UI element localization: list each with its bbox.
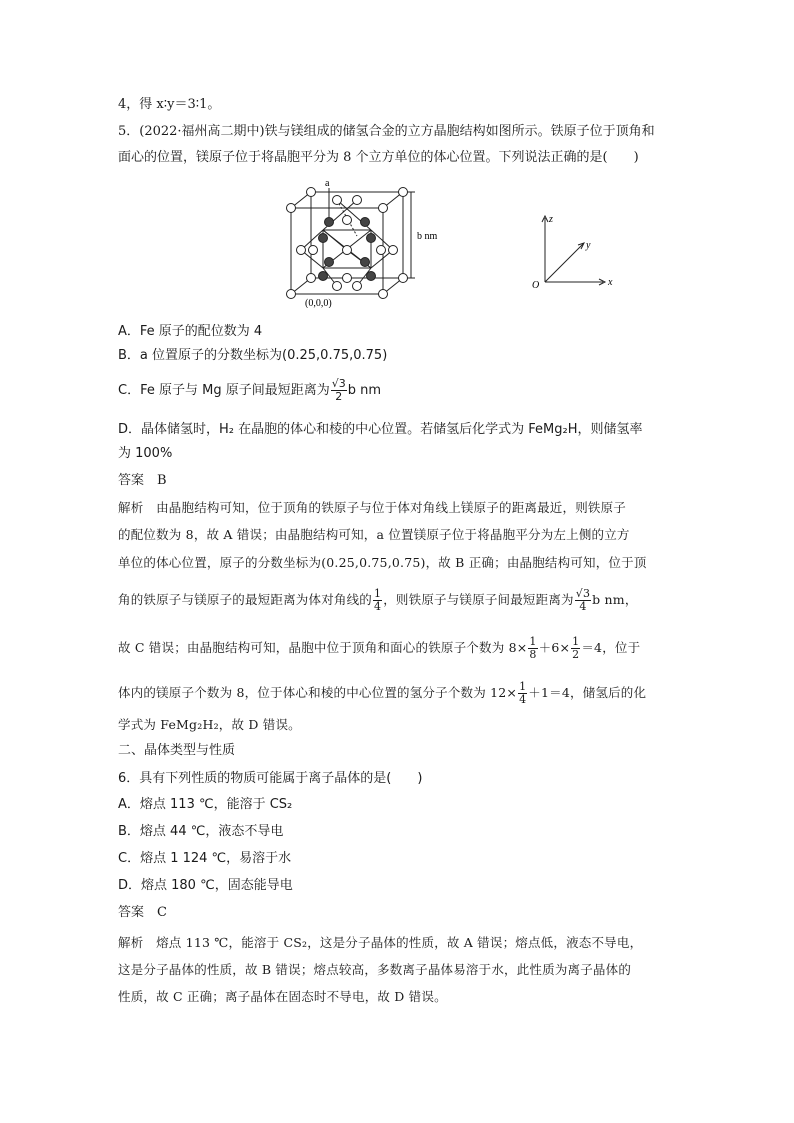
- q5-option-c-prefix: C．Fe 原子与 Mg 原子间最短距离为: [118, 383, 330, 398]
- crystal-cell-diagram: [283, 178, 643, 308]
- q6-stem: 6．具有下列性质的物质可能属于离子晶体的是( ): [118, 771, 423, 786]
- q6-option-d: D．熔点 180 ℃，固态能导电: [118, 878, 293, 893]
- exp5-fraction-2: [571, 636, 580, 661]
- q6-option-c: C．熔点 1 124 ℃，易溶于水: [118, 851, 292, 866]
- q6-explanation-line-2: 这是分子晶体的性质，故 B 错误；熔点较高，多数离子晶体易溶于水，此性质为离子晶体的: [118, 962, 632, 977]
- exp6-fraction: [518, 681, 527, 706]
- axis-z-label: z: [549, 214, 553, 225]
- q6-explanation-line-1: 解析 熔点 113 ℃，能溶于 CS₂，这是分子晶体的性质，故 A 错误；熔点低，液态不导电，: [118, 935, 643, 950]
- axis-origin-label: O: [532, 280, 540, 291]
- q5-explanation-line-4: [118, 588, 688, 613]
- exp5-middle: ＋6×: [538, 640, 571, 655]
- exp5-f2-num: 1: [572, 635, 580, 648]
- exp5-fraction-1: [528, 636, 537, 661]
- q5-explanation-line-3: 单位的体心位置，原子的分数坐标为(0.25,0.75,0.75)，故 B 正确；由晶胞结构可知，位于顶: [118, 555, 647, 570]
- q5-explanation-line-7: 学式为 FeMg₂H₂，故 D 错误。: [118, 717, 301, 732]
- q5-option-c-fraction: [331, 378, 347, 403]
- q5-explanation-line-1: 解析 由晶胞结构可知，位于顶角的铁原子与位于体对角线上镁原子的距离最近，则铁原子: [118, 500, 627, 515]
- section-heading: 二、晶体类型与性质: [118, 743, 236, 758]
- exp4-middle: ，则铁原子与镁原子间最短距离为: [383, 592, 574, 607]
- label-b-nm: b nm: [417, 231, 438, 242]
- q6-answer: 答案 C: [118, 905, 167, 920]
- q5-option-c: [118, 378, 688, 403]
- label-origin: (0,0,0): [305, 298, 332, 308]
- q5-option-d-line-1: D．晶体储氢时，H₂ 在晶胞的体心和棱的中心位置。若储氢后化学式为 FeMg₂H，则储氢率: [118, 422, 643, 437]
- exp5-f2-den: 2: [572, 648, 580, 661]
- exp4-fraction-1: [373, 588, 382, 613]
- q5-stem-line-2: 面心的位置，镁原子位于将晶胞平分为 8 个立方单位的体心位置。下列说法正确的是( ): [118, 150, 639, 165]
- q6-explanation-line-3: 性质，故 C 正确；离子晶体在固态时不导电，故 D 错误。: [118, 989, 447, 1004]
- q5-option-a: A．Fe 原子的配位数为 4: [118, 324, 263, 339]
- exp4-f2-num: √3: [575, 587, 591, 600]
- q5-option-b: B．a 位置原子的分数坐标为(0.25,0.75,0.75): [118, 348, 388, 363]
- q5-option-c-suffix: b nm: [347, 383, 382, 398]
- exp4-f2-den: 4: [579, 600, 587, 613]
- crystal-structure-figure: [283, 178, 643, 308]
- exp5-f1-num: 1: [529, 635, 537, 648]
- exp4-f1-num: 1: [374, 587, 382, 600]
- q5-explanation-line-6: [118, 681, 688, 706]
- axis-x-label: x: [608, 277, 613, 288]
- exp6-prefix: 体内的镁原子个数为 8，位于体心和棱的中心位置的氢分子个数为 12×: [118, 685, 518, 700]
- exp4-fraction-2: [575, 588, 591, 613]
- exp6-suffix: ＋1＝4，储氢后的化: [528, 685, 647, 700]
- label-a: a: [325, 178, 330, 189]
- exp6-f-num: 1: [519, 680, 527, 693]
- q5-explanation-line-5: [118, 636, 688, 661]
- exp4-suffix: b nm，: [592, 592, 638, 607]
- q5-option-c-den: 2: [335, 390, 343, 403]
- q6-option-b: B．熔点 44 ℃，液态不导电: [118, 824, 284, 839]
- exp5-prefix: 故 C 错误；由晶胞结构可知，晶胞中位于顶角和面心的铁原子个数为 8×: [118, 640, 528, 655]
- exp4-f1-den: 4: [374, 600, 382, 613]
- q5-answer: 答案 B: [118, 473, 167, 488]
- q5-explanation-line-2: 的配位数为 8，故 A 错误；由晶胞结构可知，a 位置镁原子位于将晶胞平分为左上侧的立方: [118, 527, 630, 542]
- q5-option-d-line-2: 为 100%: [118, 446, 173, 461]
- q5-stem-line-1: 5．(2022·福州高二期中)铁与镁组成的储氢合金的立方晶胞结构如图所示。铁原子位于顶角和: [118, 124, 655, 139]
- prev-answer-tail: 4，得 x∶y＝3∶1。: [118, 97, 221, 112]
- q5-option-c-num: √3: [331, 377, 346, 390]
- exp5-suffix: ＝4，位于: [581, 640, 641, 655]
- exp4-prefix: 角的铁原子与镁原子的最短距离为体对角线的: [118, 592, 373, 607]
- exp6-f-den: 4: [519, 693, 527, 706]
- exp5-f1-den: 8: [529, 648, 537, 661]
- axis-y-label: y: [586, 240, 591, 251]
- q6-option-a: A．熔点 113 ℃，能溶于 CS₂: [118, 797, 293, 812]
